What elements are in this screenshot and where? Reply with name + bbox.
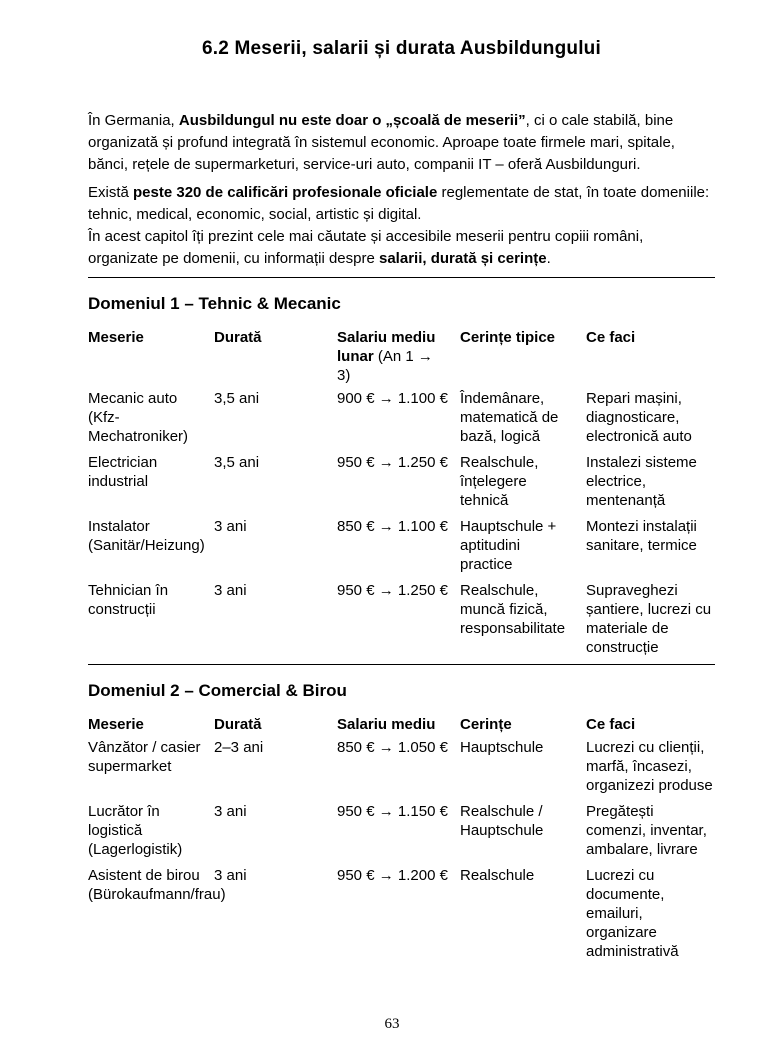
- table-row: [88, 389, 715, 446]
- section-2-heading: Domeniul 2 – Comercial & Birou: [88, 681, 347, 700]
- cell-cerinte: Hauptschule + aptitudini practice: [460, 518, 557, 573]
- column-header-ce-faci: Ce faci: [586, 716, 636, 733]
- table-2-header-row: [88, 715, 715, 734]
- cell-meserie: Instalator (Sanitär/Heizung): [88, 518, 205, 554]
- table-row: [88, 453, 715, 510]
- intro-p3-text-start: În acest capitol îți prezint cele mai căutate și accesibile meserii pentru copiii români, organizate pe domenii, cu informații despre: [88, 228, 644, 267]
- table-row: [88, 866, 715, 961]
- cell-durata: 3 ani: [214, 867, 247, 884]
- cell-salariu: 950 € → 1.150 €: [337, 803, 448, 820]
- column-header-salariu: Salariu mediu: [337, 716, 436, 733]
- table-row: [88, 581, 715, 657]
- section-1-heading: Domeniul 1 – Tehnic & Mecanic: [88, 294, 341, 313]
- intro-paragraph-2: [88, 182, 715, 270]
- intro-p1-bold-phrase: Ausbildungul nu este doar o „școală de meserii”: [178, 112, 526, 129]
- cell-cerinte: Hauptschule: [460, 739, 544, 756]
- cell-ce-faci: Montezi instalații sanitare, termice: [586, 518, 697, 554]
- intro-p3-bold-phrase: salarii, durată și cerințe: [379, 250, 547, 267]
- section-divider-2: [88, 664, 715, 665]
- cell-durata: 2–3 ani: [214, 739, 264, 756]
- cell-durata: 3 ani: [214, 803, 247, 820]
- cell-cerinte: Realschule / Hauptschule: [460, 803, 544, 839]
- cell-meserie: Vânzător / casier supermarket: [88, 739, 201, 775]
- cell-cerinte: Realschule, înțelegere tehnică: [460, 454, 539, 509]
- cell-meserie: Lucrător în logistică (Lagerlogistik): [88, 803, 183, 858]
- intro-p2-text-end: reglementate de stat, în toate domeniile: tehnic, medical, economic, social, artistic și digital.: [88, 184, 710, 223]
- column-header-durata: Durată: [214, 716, 262, 733]
- cell-cerinte: Realschule, muncă fizică, responsabilitate: [460, 582, 566, 637]
- cell-salariu: 850 € → 1.100 €: [337, 518, 448, 535]
- column-header-cerinte: Cerințe tipice: [460, 329, 556, 346]
- intro-p3-text-end: .: [546, 250, 551, 267]
- column-header-ce-faci: Ce faci: [586, 329, 636, 346]
- cell-meserie: Electrician industrial: [88, 454, 158, 490]
- cell-meserie: Mecanic auto (Kfz-Mechatroniker): [88, 390, 189, 445]
- cell-salariu: 950 € → 1.250 €: [337, 454, 448, 471]
- cell-ce-faci: Repari mașini, diagnosticare, electronică auto: [586, 390, 692, 445]
- column-header-meserie: Meserie: [88, 716, 144, 733]
- cell-meserie: Asistent de birou (Bürokaufmann/frau): [88, 867, 226, 903]
- occupations-table-2: [88, 715, 715, 961]
- cell-salariu: 950 € → 1.200 €: [337, 867, 448, 884]
- table-row: [88, 738, 715, 795]
- page-number: 63: [384, 1016, 400, 1032]
- occupations-table-1: [88, 328, 715, 657]
- cell-ce-faci: Lucrezi cu clienții, marfă, încasezi, organizezi produse: [586, 739, 713, 794]
- table-1-header-row: [88, 328, 715, 385]
- cell-ce-faci: Lucrezi cu documente, emailuri, organizare administrativă: [586, 867, 679, 960]
- intro-p2-bold-phrase: peste 320 de calificări profesionale oficiale: [133, 184, 438, 201]
- cell-ce-faci: Pregătești comenzi, inventar, ambalare, livrare: [586, 803, 707, 858]
- cell-ce-faci: Instalezi sisteme electrice, mentenanță: [586, 454, 697, 509]
- cell-durata: 3 ani: [214, 518, 247, 535]
- column-header-durata: Durată: [214, 329, 262, 346]
- cell-durata: 3,5 ani: [214, 454, 260, 471]
- column-header-cerinte: Cerințe: [460, 716, 512, 733]
- column-header-meserie: Meserie: [88, 329, 144, 346]
- section-domain-1: [88, 294, 715, 657]
- section-divider-1: [88, 277, 715, 278]
- cell-salariu: 950 € → 1.250 €: [337, 582, 448, 599]
- cell-cerinte: Realschule: [460, 867, 535, 884]
- intro-p1-text-start: În Germania,: [88, 112, 179, 129]
- page-title: 6.2 Meserii, salarii și durata Ausbildungului: [202, 38, 601, 59]
- cell-durata: 3 ani: [214, 582, 247, 599]
- section-domain-2: [88, 681, 715, 961]
- cell-durata: 3,5 ani: [214, 390, 260, 407]
- intro-paragraph-1: [88, 110, 715, 176]
- cell-cerinte: Îndemânare, matematică de bază, logică: [460, 390, 559, 445]
- table-row: [88, 517, 715, 574]
- intro-p2-text-start: Există: [88, 184, 134, 201]
- cell-meserie: Tehnician în construcții: [88, 582, 169, 618]
- intro-p1-text-end: , ci o cale stabilă, bine organizată și profund integrată în sistemul economic. Aproape toate firmele mari, spitale, bănci, rețele de supermarketuri, service-uri auto, companii IT – oferă Ausbildunguri.: [88, 112, 675, 173]
- cell-salariu: 850 € → 1.050 €: [337, 739, 448, 756]
- table-row: [88, 802, 715, 859]
- cell-salariu: 900 € → 1.100 €: [337, 390, 448, 407]
- cell-ce-faci: Supraveghezi șantiere, lucrezi cu materiale de construcție: [586, 582, 712, 656]
- column-header-salariu: Salariu mediu lunar (An 1 → 3): [337, 329, 436, 384]
